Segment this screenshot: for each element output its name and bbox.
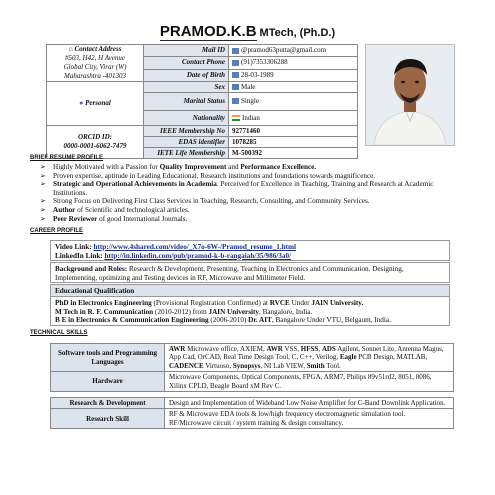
personal-label: Personal xyxy=(85,99,111,107)
skill-detail xyxy=(165,398,454,409)
education-item xyxy=(55,308,445,317)
address-line: #503, H42, H Avenue xyxy=(65,54,125,62)
text-run: HFSS xyxy=(300,345,319,353)
text-run: (2006-2010) xyxy=(208,316,249,325)
profile-photo-illustration xyxy=(366,45,454,145)
phone-icon xyxy=(232,60,239,66)
text-run: Virtuoso, xyxy=(203,361,233,370)
career-profile-heading: CAREER PROFILE xyxy=(30,228,84,234)
profile-photo xyxy=(365,44,455,146)
text-run: JAIN University xyxy=(208,307,259,316)
skill-row xyxy=(51,398,454,409)
text-run: AWR xyxy=(169,345,186,353)
person-icon: ● xyxy=(79,99,84,107)
field-label: Contact Phone xyxy=(144,57,229,69)
name-heading xyxy=(0,23,495,41)
text-run: Tool. xyxy=(324,361,341,370)
skills-table xyxy=(50,343,454,392)
text-run: Strategic and Operational Achievements in Academia xyxy=(53,180,217,189)
text-run: RF & Microwave EDA tools & low/high frequency electromagnetic simulation tool. RF/Microwave circuit / system training & design consultancy. xyxy=(169,410,406,427)
orcid-label: ORCID ID: xyxy=(77,133,113,141)
rings-icon xyxy=(232,98,239,104)
links-box xyxy=(50,240,450,261)
text-run: Design and Implementation of Wideband Low Noise Amplifier for C-Band Downlink Application. xyxy=(169,399,446,407)
field-label: Marital Status xyxy=(144,93,229,111)
education-box xyxy=(50,296,450,326)
text-run: CADENCE xyxy=(169,361,204,370)
skill-category: Research Skill xyxy=(51,409,165,429)
text-run: of Scientific and technological articles. xyxy=(75,205,190,214)
field-value-iete: M-500392 xyxy=(229,148,358,159)
education-heading: Educational Qualification xyxy=(50,284,450,297)
video-link-label: Video Link: xyxy=(55,243,94,251)
text-run: of good International Journals. xyxy=(97,214,188,223)
text-run: B E in Electronics & Communication Engineering xyxy=(55,316,209,325)
address-line: Global City, Virar (W) xyxy=(63,63,127,71)
text-run: , Bangalore Under VTU, Belgaum, India. xyxy=(271,316,391,325)
text-run: Quality Improvement xyxy=(159,163,227,171)
brief-item xyxy=(40,163,452,172)
field-label: Mail ID xyxy=(144,45,229,57)
skill-detail xyxy=(165,409,454,429)
field-value-edas: 1078285 xyxy=(229,137,358,148)
skill-row xyxy=(51,409,454,429)
field-value-mail[interactable]: @pramod63putta@gmail.com xyxy=(229,45,358,57)
text-run: ADS xyxy=(321,345,336,353)
orcid-value: 0000-0001-6062-7479 xyxy=(63,142,127,150)
text-run: Dr. AIT xyxy=(248,316,272,325)
mail-icon xyxy=(232,48,239,54)
video-link[interactable]: http://www.4shared.com/video/_X7o-6W-/Pramod_resume_1.html xyxy=(93,243,296,251)
candidate-degree: MTech, (Ph.D.) xyxy=(259,27,336,39)
linkedin-link-label: LinkedIn Link: xyxy=(55,251,105,260)
technical-skills-heading: TECHNICAL SKILLS xyxy=(30,330,88,336)
education-item xyxy=(55,299,445,308)
skill-row xyxy=(51,344,454,372)
text-run: PCB Design, MATLAB, xyxy=(356,353,428,362)
skill-row xyxy=(51,372,454,392)
text-run: . Perceived for Excellence in Teaching, Training and Research at Academic Institutions. xyxy=(53,180,434,197)
field-label: EDAS identifier xyxy=(144,137,229,148)
personal-details-table xyxy=(46,44,358,159)
orcid-cell xyxy=(47,126,144,159)
research-table xyxy=(50,397,454,429)
text-run: , Bangalore, India. xyxy=(259,307,313,316)
text-run: (Provisional Registration Confirmed) at xyxy=(151,299,270,307)
field-value-nationality: Indian xyxy=(229,111,358,126)
text-run: Peer Reviewer xyxy=(53,214,98,223)
text-run: Microwave office, AXIEM, xyxy=(185,345,267,353)
text-run: Synopsys xyxy=(232,361,261,370)
text-run: Proven expertise, aptitude in Leading Educational, Research institutions and foundations towards magnificence. xyxy=(53,171,376,180)
education-item xyxy=(55,316,445,325)
brief-item xyxy=(40,215,452,224)
brief-profile-heading: BRIEF RESUME PROFILE xyxy=(30,155,104,161)
calendar-icon xyxy=(232,72,239,78)
field-value-marital: Single xyxy=(229,93,358,111)
skill-detail xyxy=(165,372,454,392)
background-box xyxy=(50,262,450,283)
field-label: Nationality xyxy=(144,111,229,126)
address-line: Maharashtra -401303 xyxy=(63,72,127,80)
brief-item xyxy=(40,197,452,206)
text-run: Microwave Components, Optical Components, FPGA, ARM7, Philips 89v51rd2, 8051, 8086, Xilinx CPLD, Beagle Board xM Rev C. xyxy=(169,373,432,390)
field-label: Sex xyxy=(144,82,229,93)
brief-item xyxy=(40,206,452,215)
personal-cell xyxy=(47,82,144,126)
field-label: IETE Life Membership xyxy=(144,148,229,159)
text-run: Agilent, Sonnet Lite, Antenna Magus, App Cad, OrCAD, Real Time Design Tool, C, C++, Verilog, xyxy=(169,345,444,362)
field-value-ieee: 92771460 xyxy=(229,126,358,137)
skill-category: Research & Development xyxy=(51,398,165,409)
person-icon xyxy=(232,84,239,90)
brief-item xyxy=(40,172,452,181)
text-run: (2010-2012) from xyxy=(153,307,209,316)
field-label: IEEE Membership No xyxy=(144,126,229,137)
text-run: Performance Excellence. xyxy=(240,163,317,171)
text-run: AWR xyxy=(266,345,283,353)
text-run: PhD in Electronics Engineering xyxy=(55,299,152,307)
text-run: JAIN University. xyxy=(311,299,364,307)
text-run: Highly Motivated with a Passion for xyxy=(53,163,160,171)
candidate-name: PRAMOD.K.B xyxy=(159,23,257,40)
india-flag-icon xyxy=(232,115,240,121)
brief-item xyxy=(40,180,452,197)
text-run: M Tech in R. F. Communication xyxy=(55,307,154,316)
home-icon: ⌂ xyxy=(68,45,73,53)
field-value-sex: Male xyxy=(229,82,358,93)
text-run: Strong Focus on Delivering First Class Services in Teaching, Research, Consulting, and Community Services. xyxy=(53,197,370,206)
text-run: Smith xyxy=(306,361,325,370)
field-label: Date of Birth xyxy=(144,69,229,81)
linkedin-link[interactable]: http://in.linkedin.com/pub/pramod-k-b-rangaiah/35/986/3a0/ xyxy=(104,251,292,260)
background-text: Research & Development, Presenting, Teaching in Electronics and Communication. Designing, Implementing, optimizing and Testing devices in RF, Microwave and Millimeter Field. xyxy=(55,265,404,282)
contact-address-cell xyxy=(47,45,144,82)
text-run: and xyxy=(226,163,241,171)
video-link-row xyxy=(55,243,445,252)
text-run: , xyxy=(318,345,322,353)
brief-profile-list xyxy=(40,163,452,223)
field-value-dob: 28-03-1989 xyxy=(229,69,358,81)
skill-category: Software tools and Programming Languages xyxy=(51,344,165,372)
text-run: RVCE xyxy=(269,299,290,307)
text-run: , NI Lab VIEW, xyxy=(260,361,307,370)
contact-address-label: Contact Address xyxy=(74,45,122,53)
text-run: Under xyxy=(289,299,312,307)
text-run: Author xyxy=(53,205,76,214)
text-run: Eagle xyxy=(339,353,357,362)
text-run: VSS, xyxy=(282,345,301,353)
skill-category: Hardware xyxy=(51,372,165,392)
background-label: Background and Roles: xyxy=(55,265,128,273)
linkedin-link-row xyxy=(55,252,445,261)
field-value-phone: (91)7353306288 xyxy=(229,57,358,69)
skill-detail xyxy=(165,344,454,372)
